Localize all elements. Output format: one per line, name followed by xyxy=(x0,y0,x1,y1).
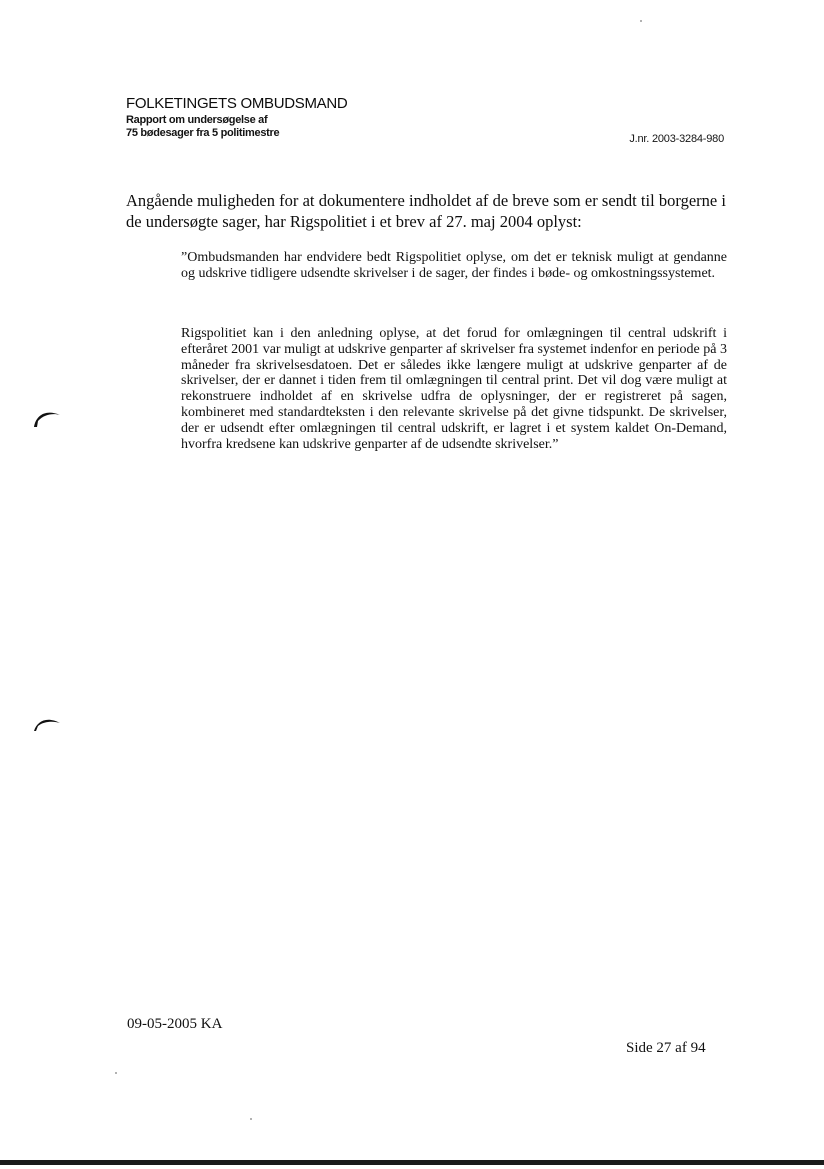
report-subtitle-line-1: Rapport om undersøgelse af xyxy=(126,114,268,126)
scan-speck xyxy=(250,1118,252,1120)
office-title: FOLKETINGETS OMBUDSMAND xyxy=(126,95,348,112)
intro-paragraph: Angående muligheden for at dokumentere indholdet af de breve som er sendt til borgerne i de undersøgte sager, har Rigspolitiet i et brev af 27. maj 2004 oplyst: xyxy=(126,191,726,231)
journal-number: J.nr. 2003-3284-980 xyxy=(629,133,724,145)
footer-date-initials: 09-05-2005 KA xyxy=(127,1016,223,1032)
quote-paragraph-2: Rigspolitiet kan i den anledning oplyse, at det forud for omlægningen til central udskrift i efteråret 2001 var muligt at udskrive genparter af skrivelser fra systemet indenfor en periode på 3 måneder fra skrivelsesdatoen. Det er således ikke længere muligt at udskrive genparter af de skrivelser, der er dannet i tiden frem til omlægningen til central print. Det vil dog være muligt at rekonstruere indholdet af en skrivelse udfra de oplysninger, der er registreret på sagen, kombineret med standardteksten i den relevante skrivelse på det givne tidspunkt. De skrivelser, der er udsendt efter omlægningen til central udskrift, er lagret i et system kaldet On-Demand, hvorfra kredsene kan udskrive genparter af de udsendte skrivelser.” xyxy=(181,326,727,452)
report-subtitle-line-2: 75 bødesager fra 5 politimestre xyxy=(126,127,280,139)
page-number: Side 27 af 94 xyxy=(626,1040,706,1056)
scan-edge-rule xyxy=(0,1160,824,1165)
scan-speck xyxy=(640,20,642,22)
scan-speck xyxy=(115,1072,117,1074)
quote-paragraph-1: ”Ombudsmanden har endvidere bedt Rigspolitiet oplyse, om det er teknisk muligt at gendanne og udskrive tidligere udsendte skrivelser i de sager, der findes i bøde- og omkostningssystemet. xyxy=(181,250,727,281)
binder-hole-icon xyxy=(30,711,64,737)
binder-hole-icon xyxy=(30,405,64,431)
